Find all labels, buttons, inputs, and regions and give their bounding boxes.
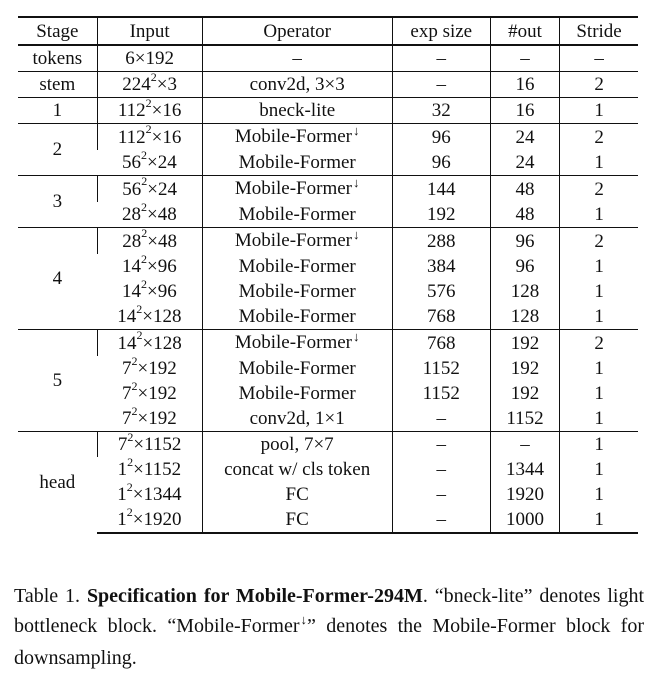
header-input: Input bbox=[97, 17, 202, 45]
input-base: 14 bbox=[122, 281, 142, 302]
exp-size-cell: – bbox=[392, 507, 490, 533]
input-exponent: 2 bbox=[136, 301, 143, 316]
operator-cell bbox=[202, 72, 392, 98]
table-row bbox=[18, 356, 638, 381]
operator-label: bneck-lite bbox=[259, 100, 336, 121]
stride-cell: 1 bbox=[560, 457, 638, 482]
stride-cell: 1 bbox=[560, 482, 638, 507]
out-cell: 24 bbox=[490, 124, 559, 151]
exp-size-cell: – bbox=[392, 457, 490, 482]
operator-label: Mobile-Former bbox=[238, 306, 356, 327]
input-cell bbox=[97, 479, 202, 507]
header-row bbox=[18, 17, 638, 45]
out-cell: 1000 bbox=[490, 507, 559, 533]
table-row bbox=[18, 202, 638, 228]
input-exponent: 2 bbox=[131, 378, 138, 393]
input-rest: ×24 bbox=[147, 178, 177, 200]
out-cell: 96 bbox=[490, 228, 559, 255]
operator-label: conv2d, 3×3 bbox=[249, 74, 345, 95]
out-cell: 128 bbox=[490, 279, 559, 304]
input-base: 224 bbox=[122, 74, 151, 95]
stride-cell: 1 bbox=[560, 98, 638, 124]
stride-cell: 1 bbox=[560, 406, 638, 432]
exp-size-cell: 96 bbox=[392, 150, 490, 176]
input-base: 28 bbox=[122, 204, 142, 225]
stride-cell: 1 bbox=[560, 432, 638, 458]
stage-cell: 3 bbox=[18, 176, 97, 228]
input-base: 56 bbox=[122, 152, 142, 173]
operator-cell bbox=[202, 176, 392, 203]
stage-cell: stem bbox=[18, 72, 97, 98]
caption-text-1: . “bneck-lite” denotes light bottleneck block. “Mobile-Former bbox=[14, 585, 645, 637]
out-cell: – bbox=[490, 45, 559, 72]
out-cell: 192 bbox=[490, 330, 559, 357]
input-exponent: 2 bbox=[126, 479, 133, 494]
operator-label: FC bbox=[285, 509, 309, 530]
table-row bbox=[18, 330, 638, 357]
stride-cell: 2 bbox=[560, 72, 638, 98]
table-row bbox=[18, 45, 638, 72]
stride-cell: 2 bbox=[560, 176, 638, 203]
stride-cell: 1 bbox=[560, 254, 638, 279]
table-row bbox=[18, 124, 638, 151]
operator-cell bbox=[202, 98, 392, 124]
stride-cell: 2 bbox=[560, 330, 638, 357]
input-base: 112 bbox=[117, 126, 146, 148]
stage-cell: 5 bbox=[18, 330, 97, 432]
stride-cell: – bbox=[560, 45, 638, 72]
input-rest: ×1344 bbox=[132, 484, 182, 505]
input-rest: ×128 bbox=[142, 306, 182, 327]
header-out: #out bbox=[490, 17, 559, 45]
exp-size-cell: 1152 bbox=[392, 381, 490, 406]
input-base: 14 bbox=[122, 256, 142, 277]
input-base: 6×192 bbox=[125, 48, 174, 69]
input-exponent: 2 bbox=[141, 174, 148, 189]
input-rest: ×192 bbox=[137, 408, 177, 429]
input-exponent: 2 bbox=[141, 276, 148, 291]
input-exponent: 2 bbox=[141, 226, 148, 241]
stride-cell: 2 bbox=[560, 124, 638, 151]
input-exponent: 2 bbox=[145, 95, 152, 110]
stage-cell: 4 bbox=[18, 228, 97, 330]
exp-size-cell: 768 bbox=[392, 330, 490, 357]
exp-size-cell: – bbox=[392, 45, 490, 72]
out-cell: 24 bbox=[490, 150, 559, 176]
input-rest: ×1920 bbox=[132, 509, 182, 530]
table-row bbox=[18, 228, 638, 255]
table-row bbox=[18, 98, 638, 124]
out-cell: 96 bbox=[490, 254, 559, 279]
out-cell: – bbox=[490, 432, 559, 458]
operator-cell bbox=[202, 507, 392, 533]
stage-cell: 1 bbox=[18, 98, 97, 124]
input-rest: ×16 bbox=[151, 126, 182, 148]
table-caption bbox=[14, 581, 644, 673]
operator-label: FC bbox=[285, 484, 309, 505]
input-rest: ×3 bbox=[156, 74, 177, 95]
operator-cell bbox=[202, 228, 392, 255]
exp-size-cell: – bbox=[392, 482, 490, 507]
input-base: 7 bbox=[122, 383, 132, 404]
operator-label: Mobile-Former bbox=[238, 256, 356, 277]
caption-title: Specification for Mobile-Former-294M bbox=[86, 585, 423, 607]
stage-cell: head bbox=[18, 432, 97, 534]
header-operator: Operator bbox=[202, 17, 392, 45]
operator-label: Mobile-Former bbox=[234, 178, 352, 199]
out-cell: 48 bbox=[490, 202, 559, 228]
table-row bbox=[18, 432, 638, 458]
operator-cell bbox=[202, 304, 392, 330]
table-row bbox=[18, 254, 638, 279]
input-cell bbox=[97, 251, 202, 279]
caption-text-2: ” denotes the Mobile-Former block for downsampling. bbox=[14, 615, 645, 669]
input-exponent: 2 bbox=[141, 147, 148, 162]
operator-label: Mobile-Former bbox=[238, 383, 356, 404]
input-cell bbox=[97, 199, 202, 228]
operator-label: conv2d, 1×1 bbox=[249, 408, 345, 429]
downsample-arrow-icon: ↓ bbox=[353, 175, 360, 190]
operator-cell bbox=[202, 482, 392, 507]
operator-label: pool, 7×7 bbox=[260, 434, 334, 455]
input-cell bbox=[97, 301, 202, 330]
input-cell bbox=[97, 276, 202, 304]
out-cell: 16 bbox=[490, 98, 559, 124]
input-rest: ×192 bbox=[137, 358, 177, 379]
out-cell: 16 bbox=[490, 72, 559, 98]
table-row bbox=[18, 150, 638, 176]
input-base: 14 bbox=[117, 332, 137, 354]
input-cell bbox=[97, 147, 202, 176]
operator-label: – bbox=[292, 48, 302, 69]
input-base: 28 bbox=[122, 230, 142, 252]
table-row bbox=[18, 381, 638, 406]
operator-cell bbox=[202, 356, 392, 381]
downsample-arrow-icon: ↓ bbox=[353, 123, 360, 138]
downsample-arrow-icon: ↓ bbox=[300, 612, 308, 627]
operator-label: Mobile-Former bbox=[238, 281, 356, 302]
input-cell bbox=[97, 176, 202, 203]
exp-size-cell: 384 bbox=[392, 254, 490, 279]
input-rest: ×16 bbox=[151, 100, 182, 121]
input-base: 112 bbox=[117, 100, 146, 121]
operator-cell bbox=[202, 406, 392, 432]
table-row bbox=[18, 279, 638, 304]
table-row bbox=[18, 176, 638, 203]
input-rest: ×48 bbox=[147, 230, 177, 252]
exp-size-cell: – bbox=[392, 432, 490, 458]
input-rest: ×192 bbox=[137, 383, 177, 404]
input-cell bbox=[97, 45, 202, 72]
input-rest: ×96 bbox=[147, 281, 177, 302]
input-cell bbox=[97, 454, 202, 482]
input-cell bbox=[97, 504, 202, 533]
operator-label: concat w/ cls token bbox=[224, 459, 371, 480]
table-row bbox=[18, 406, 638, 432]
operator-cell bbox=[202, 254, 392, 279]
operator-cell bbox=[202, 381, 392, 406]
input-cell bbox=[97, 353, 202, 381]
input-exponent: 2 bbox=[141, 251, 148, 266]
stride-cell: 1 bbox=[560, 304, 638, 330]
input-cell bbox=[97, 378, 202, 406]
input-exponent: 2 bbox=[126, 504, 133, 519]
stride-cell: 1 bbox=[560, 507, 638, 533]
out-cell: 48 bbox=[490, 176, 559, 203]
table-row bbox=[18, 304, 638, 330]
operator-cell bbox=[202, 202, 392, 228]
input-exponent: 2 bbox=[131, 353, 138, 368]
spec-table bbox=[18, 16, 638, 534]
operator-cell bbox=[202, 457, 392, 482]
input-rest: ×128 bbox=[142, 332, 182, 354]
input-rest: ×48 bbox=[147, 204, 177, 225]
stride-cell: 2 bbox=[560, 228, 638, 255]
operator-cell bbox=[202, 150, 392, 176]
input-rest: ×24 bbox=[147, 152, 177, 173]
exp-size-cell: 192 bbox=[392, 202, 490, 228]
table-row bbox=[18, 482, 638, 507]
operator-label: Mobile-Former bbox=[234, 332, 352, 353]
table-body bbox=[18, 45, 638, 533]
exp-size-cell: – bbox=[392, 72, 490, 98]
exp-size-cell: 144 bbox=[392, 176, 490, 203]
input-cell bbox=[97, 124, 202, 151]
stride-cell: 1 bbox=[560, 381, 638, 406]
header-stride: Stride bbox=[560, 17, 638, 45]
input-cell bbox=[97, 228, 202, 255]
input-rest: ×1152 bbox=[133, 459, 182, 480]
operator-label: Mobile-Former bbox=[238, 204, 356, 225]
out-cell: 1920 bbox=[490, 482, 559, 507]
input-exponent: 2 bbox=[127, 429, 134, 444]
input-exponent: 2 bbox=[145, 122, 152, 137]
input-cell bbox=[97, 429, 202, 458]
table-row bbox=[18, 507, 638, 533]
input-exponent: 2 bbox=[131, 403, 138, 418]
caption-label: Table 1. bbox=[14, 585, 81, 607]
input-base: 1 bbox=[117, 459, 128, 480]
stride-cell: 1 bbox=[560, 279, 638, 304]
operator-label: Mobile-Former bbox=[238, 358, 356, 379]
input-cell bbox=[97, 403, 202, 432]
out-cell: 1344 bbox=[490, 457, 559, 482]
operator-cell bbox=[202, 279, 392, 304]
input-base: 1 bbox=[117, 509, 127, 530]
downsample-arrow-icon: ↓ bbox=[353, 227, 360, 242]
out-cell: 192 bbox=[490, 356, 559, 381]
table-row bbox=[18, 72, 638, 98]
input-cell bbox=[97, 69, 202, 98]
table-row bbox=[18, 457, 638, 482]
operator-cell bbox=[202, 124, 392, 151]
downsample-arrow-icon: ↓ bbox=[353, 329, 360, 344]
exp-size-cell: 288 bbox=[392, 228, 490, 255]
exp-size-cell: – bbox=[392, 406, 490, 432]
input-cell bbox=[97, 330, 202, 357]
input-exponent: 2 bbox=[127, 454, 134, 469]
input-exponent: 2 bbox=[150, 69, 157, 84]
operator-label: Mobile-Former bbox=[234, 126, 352, 147]
operator-cell bbox=[202, 432, 392, 458]
operator-label: Mobile-Former bbox=[238, 152, 356, 173]
input-base: 1 bbox=[117, 484, 127, 505]
operator-label: Mobile-Former bbox=[234, 230, 352, 251]
stage-cell: 2 bbox=[18, 124, 97, 176]
stride-cell: 1 bbox=[560, 150, 638, 176]
stage-cell: tokens bbox=[18, 45, 97, 72]
operator-cell bbox=[202, 45, 392, 72]
exp-size-cell: 32 bbox=[392, 98, 490, 124]
out-cell: 128 bbox=[490, 304, 559, 330]
input-base: 7 bbox=[117, 434, 128, 455]
stride-cell: 1 bbox=[560, 356, 638, 381]
input-base: 7 bbox=[122, 358, 132, 379]
input-exponent: 2 bbox=[136, 328, 143, 343]
input-rest: ×96 bbox=[147, 256, 177, 277]
input-exponent: 2 bbox=[141, 199, 148, 214]
input-cell bbox=[97, 95, 202, 124]
header-stage: Stage bbox=[18, 17, 97, 45]
exp-size-cell: 768 bbox=[392, 304, 490, 330]
input-base: 14 bbox=[117, 306, 137, 327]
operator-cell bbox=[202, 330, 392, 357]
out-cell: 192 bbox=[490, 381, 559, 406]
out-cell: 1152 bbox=[490, 406, 559, 432]
exp-size-cell: 96 bbox=[392, 124, 490, 151]
stride-cell: 1 bbox=[560, 202, 638, 228]
input-base: 7 bbox=[122, 408, 132, 429]
header-exp-size: exp size bbox=[392, 17, 490, 45]
input-base: 56 bbox=[122, 178, 142, 200]
input-rest: ×1152 bbox=[133, 434, 182, 455]
exp-size-cell: 1152 bbox=[392, 356, 490, 381]
exp-size-cell: 576 bbox=[392, 279, 490, 304]
